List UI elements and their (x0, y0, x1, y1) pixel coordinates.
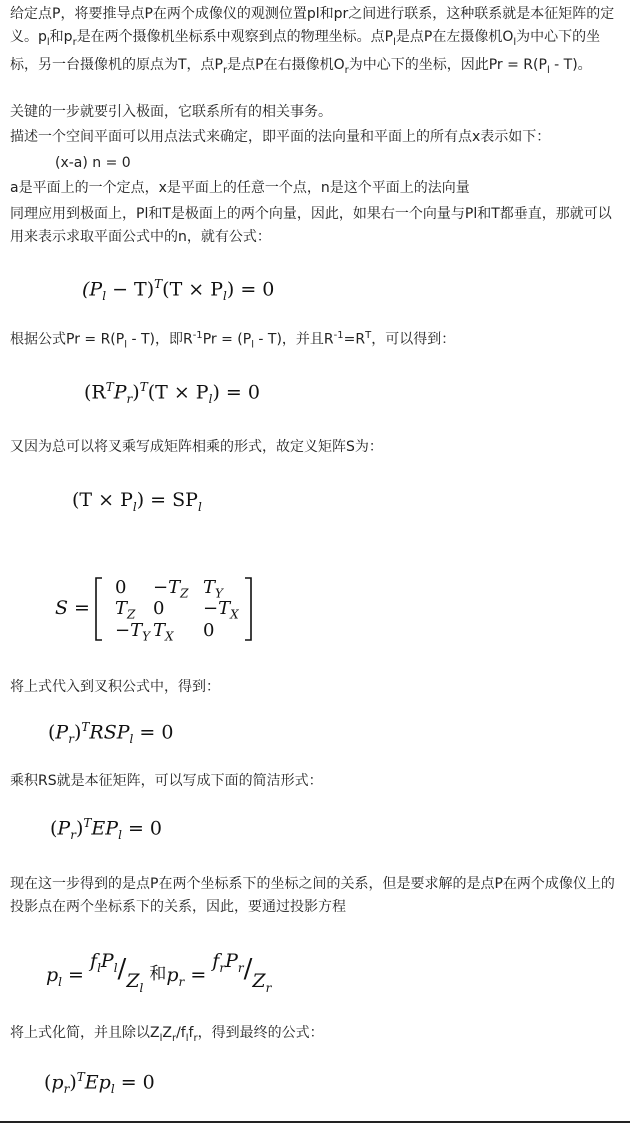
sub-l: l (546, 64, 550, 76)
equation-essential: $(P_r)^TEP_l = 0$ (50, 816, 162, 843)
matrix-cell: 0 (203, 620, 215, 641)
matrix-bracket-right (243, 577, 253, 641)
intro-text-8: - T)。 (549, 56, 592, 73)
matrix-lhs: S = (55, 597, 90, 619)
matrix-cell: $-T_X$ (203, 598, 239, 622)
plane-description: 描述一个空间平面可以用点法式来确定，即平面的法向量和平面上的所有点x表示如下： (10, 129, 551, 145)
sub-l: l (513, 36, 517, 48)
sub-l: l (46, 36, 50, 48)
simplify-text: 将上式化简，并且除以$Z_lZ_r/f_lf_r$，得到最终的公式： (10, 1025, 324, 1044)
matrix-cell: $T_X$ (153, 620, 174, 644)
intro-text-7: 为中心下的坐标，因此Pr = R(P (348, 56, 547, 73)
projection-description: 现在这一步得到的是点P在两个坐标系下的坐标之间的关系，但是要求解的是点P在两个成像仪上的投影点在两个坐标系下的关系，因此，要通过投影方程 (10, 876, 615, 915)
matrix-cell: $T_Z$ (115, 598, 136, 622)
matrix-cell: $T_Y$ (203, 577, 223, 601)
derive-text: 根据公式$Pr = R(P_l - T)$，即$R^{-1}Pr = (P_l - T)$，并且$R^{-1}=R^T$，可以得到： (10, 330, 456, 351)
equation-rs: $(P_r)^TRSP_l = 0$ (48, 720, 174, 747)
substitute-description: 将上式代入到叉积公式中，得到： (10, 679, 220, 695)
sub-l: l (393, 36, 396, 48)
matrix-cell: 0 (115, 577, 127, 598)
intro-paragraph (10, 3, 622, 82)
intro-text-5: 为中心下的坐标，另一台摄像机的原点为T，点P (10, 29, 601, 73)
equation-cross-to-matrix: $(T \times P_l) = SP_l$ (72, 489, 202, 514)
equation-projection: $p_l = f_lP_l/Z_l$和$p_r = f_rP_r/Z_r$ (46, 950, 272, 995)
sub-r: r (223, 64, 228, 76)
bottom-divider (0, 1121, 630, 1123)
plane-explanation: a是平面上的一个定点，x是平面上的任意一个点，n是这个平面上的法向量 (10, 180, 470, 196)
intro-text-6: 是点P在右摄像机O (227, 56, 345, 73)
intro-text-3: 是在两个摄像机坐标系中观察到点的物理坐标。点P (76, 29, 394, 45)
intro-text-1: 给定点P，将要推导点P在两个成像仪的观测位置pl和pr之间进行联系，这种联系就是本征矩阵的定义。p (10, 6, 615, 45)
matrix-cell: 0 (153, 598, 165, 619)
matrix-bracket-left (94, 577, 104, 641)
intro-text-2: 和p (49, 29, 73, 45)
sub-r: r (72, 36, 77, 48)
equation-coplanar: $(P_l - T)^T(T \times P_l) = 0$ (82, 277, 275, 304)
sub-r: r (344, 64, 349, 76)
cross-description: 又因为总可以将叉乘写成矩阵相乘的形式，故定义矩阵S为： (10, 439, 383, 455)
matrix-s (55, 575, 255, 645)
matrix-cell: $-T_Z$ (153, 577, 189, 601)
apply-description: 同理应用到极面上，Pl和T是极面上的两个向量，因此，如果右一个向量与Pl和T都垂直，那就可以用来表示求取平面公式中的n，就有公式： (10, 206, 612, 245)
equation-final: $(p_r)^TEp_l = 0$ (44, 1070, 155, 1097)
plane-formula: (x-a) n = 0 (55, 155, 131, 171)
intro-text-4: 是点P在左摄像机O (395, 29, 514, 45)
equation-rotated: $(R^TP_r)^T(T \times P_l) = 0$ (84, 380, 260, 407)
rs-description: 乘积RS就是本征矩阵，可以写成下面的简洁形式： (10, 773, 323, 789)
matrix-cell: $-T_Y$ (115, 620, 151, 644)
key-step-text: 关键的一步就要引入极面，它联系所有的相关事务。 (10, 104, 332, 120)
